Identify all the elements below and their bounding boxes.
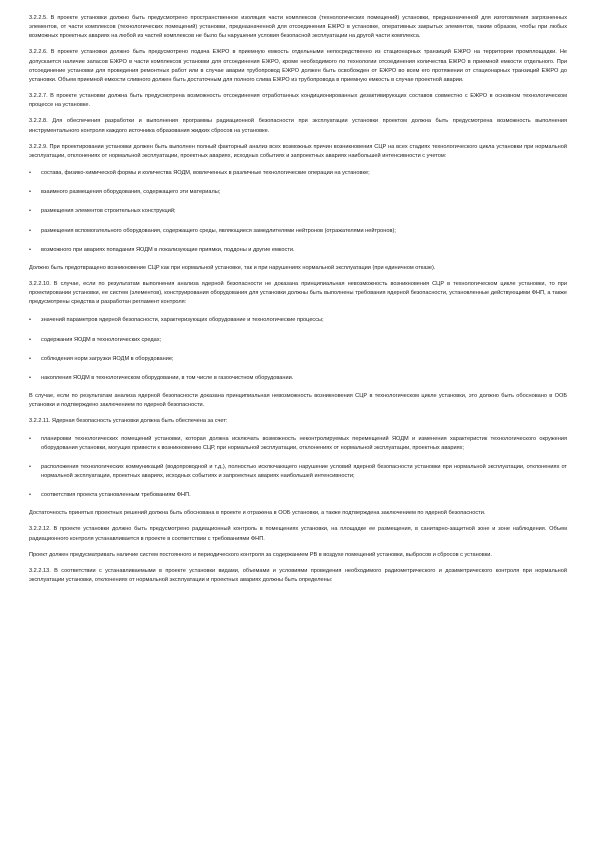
paragraph-scr-prevention: Должно быть предотвращено возникновение СЦР как при нормальной установке, так и при нарушениях нормальной эксплуатации (при единичном отказе).: [29, 264, 436, 271]
list-item-text: соответствия проекта установленным требованиям ФНП.: [41, 492, 191, 499]
bullet-marker: •: [29, 208, 31, 215]
list-item: [29, 491, 567, 500]
paragraph-sufficiency: Достаточность принятых проектных решений должна быть обоснована в проекте и отражена в ООБ установки, а также подтверждена заключением по ядерной безопасности.: [29, 510, 486, 517]
paragraph-3-2-2-13: 3.2.2.13. В соответствии с устанавливаемыми в проекте установки видами, объемами и условиями проведения необходимого радиометрического и дозиметрического контроля при нормальной эксплуатации установки, отклонениях от нормальной эксплуатации и проектных авариях должны быть определены:: [29, 567, 567, 584]
list-item: [29, 169, 567, 178]
list-item-text: возможного при авариях попадания ЯОДМ в локализующие приямки, поддоны и другие емкости.: [41, 246, 295, 253]
list-item-text: расположения технологических коммуникаций (водопроводной и т.д.), полностью исключающего нарушение условий ядерной безопасности установки при нормальной эксплуатации, отклонениях от нормальной эксплуатации, проектных авариях, исходных событиях и запроектных авариях наибольшей интенсивности;: [41, 463, 567, 479]
paragraph-3-2-2-7: 3.2.2.7. В проекте установки должна быть предусмотрена возможность отсоединения отработанных кондиционированных дезактивирующих составов совместно с ЕЖРО в основном технологическом процессе на установке.: [29, 93, 567, 109]
document-page: [29, 14, 567, 585]
paragraph-3-2-2-5: 3.2.2.5. В проекте установки должно быть предусмотрено пространственное изоляция части комплексов (технологических помещений) установки, предназначенной для изготовления загрязненных элементов, от части комплексов (технологических помещений) установки, предназначенной для отсоединения ЕЖРО в установке, оперативных закрытых элементов, таким образом, чтобы при любых возможных проектных авариях на любой из частей комплексов не было бы нарушения условия безопасной эксплуатации на другой части комплекса.: [29, 15, 567, 40]
list-item: [29, 435, 567, 453]
list-item-text: накопления ЯОДМ в технологическом оборудовании, в том числе в газоочистном оборудовании.: [41, 374, 294, 381]
list-item-text: планировки технологических помещений установки, которая должна исключать возможность неконтролируемых перемещений ЯОДМ и изменения характеристик технологического окружения оборудования установки, могущих привести к возникновению СЦР, при нормальной эксплуатации, отклонениях от нормальной эксплуатации, проектных авариях;: [41, 435, 567, 451]
list-item: [29, 463, 567, 481]
paragraph-impossibility-justification: В случае, если по результатам анализа ядерной безопасности доказана принципиальная невозможность возникновения СЦР в технологическом цикле установки, это должно быть обосновано в ООБ установки и подтверждено заключением по ядерной безопасности.: [29, 393, 567, 409]
list-item-text: размещения элементов строительных конструкций;: [41, 208, 176, 215]
list-item-text: размещения вспомогательного оборудования, содержащего среды, являющиеся замедлителями нейтронов (отражателями нейтронов);: [41, 227, 396, 234]
list-item: [29, 246, 567, 255]
list-item: [29, 207, 567, 216]
bullet-marker: •: [29, 463, 31, 470]
bullet-marker: •: [29, 355, 31, 362]
list-item-text: содержания ЯОДМ в технологических средах;: [41, 336, 162, 343]
paragraph-3-2-2-12: 3.2.2.12. В проекте установки должно быть предусмотрено радиационный контроль в помещениях установки, на площадке ее размещения, в санитарно-защитной зоне и зоне наблюдения. Объем радиационного контроля устанавливается в проекте в соответствии с требованиями ФНП.: [29, 526, 567, 542]
list-item-text: значений параметров ядерной безопасности, характеризующих оборудование и технологические процессы;: [41, 317, 324, 324]
paragraph-3-2-2-9: 3.2.2.9. При проектировании установки должен быть выполнен полный факторный анализ всех возможных причин возникновения СЦР на всех стадиях технологического цикла установки при нормальной эксплуатации, отклонениях от нормальной эксплуатации, проектных авариях, исходных событиях и запроектных авариях наибольшей интенсивности с учетом:: [29, 143, 567, 159]
list-item-text: состава, физико-химической формы и количества ЯОДМ, вовлеченных в различные технологические операции на установке;: [41, 170, 370, 177]
list-item: [29, 188, 567, 197]
bullet-marker: •: [29, 170, 31, 177]
list-item: [29, 316, 567, 325]
paragraph-3-2-2-11: 3.2.2.11. Ядерная безопасность установки должна быть обеспечена за счет:: [29, 418, 228, 425]
paragraph-3-2-2-8: 3.2.2.8. Для обеспечения разработки и выполнения программы радиационной безопасности при эксплуатации установки проектом должна быть предусмотрена возможность выполнения инструментального контроля каждого источника образования жидких сбросов на установке.: [29, 118, 567, 134]
list-item: [29, 355, 567, 364]
bullet-marker: •: [29, 189, 31, 196]
paragraph-rv-monitoring: Проект должен предусматривать наличие систем постоянного и периодического контроля за содержанием РВ в воздухе помещений установки, выбросов и сбросов с установки.: [29, 551, 492, 558]
list-item: [29, 336, 567, 345]
bullet-marker: •: [29, 336, 31, 343]
bullet-marker: •: [29, 492, 31, 499]
bullet-marker: •: [29, 227, 31, 234]
list-item: [29, 227, 567, 236]
bullet-marker: •: [29, 317, 31, 324]
bullet-marker: •: [29, 374, 31, 381]
bullet-marker: •: [29, 246, 31, 253]
paragraph-3-2-2-10: 3.2.2.10. В случае, если по результатам выполнения анализа ядерной безопасности не доказана принципиальная невозможность возникновения СЦР в технологическом цикле установки, то при проектировании установки, ее систем (элементов), конструирования оборудования для установки должны быть выполнены требования ядерной безопасности, установленные действующими ФНП, а также предусмотрены средства и разработан регламент контроля:: [29, 280, 567, 306]
list-item: [29, 374, 567, 383]
list-item-text: соблюдения норм загрузки ЯОДМ в оборудование;: [41, 355, 174, 362]
bullet-marker: •: [29, 435, 31, 442]
paragraph-3-2-2-6: 3.2.2.6. В проекте установки должно быть предусмотрено подача ЕЖРО в приемную емкость отдельными непосредственно из стационарных транзиций ЕЖРО на территории промплощадки. Не допускается наличие запасов ЕЖРО в части комплексов установки для отсоединения ЕЖРО, кроме необходимого по технологии отсоединения количества ЕЖРО в приемной емкости отдельного. При отсоединение установки для проведения ремонтных работ или в случае аварии трубопровод ЕЖРО должен быть освобожден от ЕЖРО во всем его протяжении от стационарных транзиций ЕЖРО до установки. Объем приемной емкости сливного должен быть достаточным для полного слива ЕЖРО из трубопровода в приемную емкость в случае проектной аварии.: [29, 49, 567, 83]
list-item-text: взаимного размещения оборудования, содержащего эти материалы;: [41, 189, 221, 196]
